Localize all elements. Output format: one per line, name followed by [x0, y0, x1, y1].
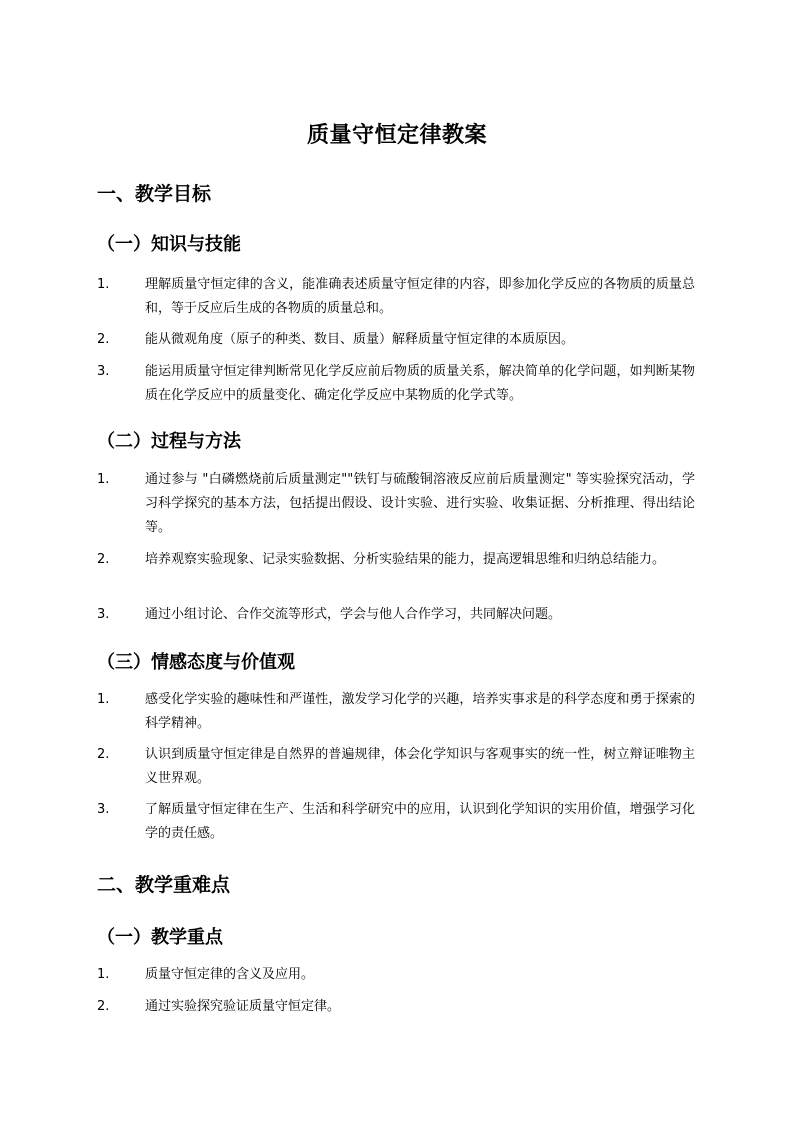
- list-item-text: 培养观察实验现象、记录实验数据、分析实验结果的能力，提高逻辑思维和归纳总结能力。: [145, 552, 666, 567]
- list-item-number: 1.: [97, 277, 110, 292]
- list-item-number: 2.: [97, 747, 110, 762]
- list-item-text: 质量守恒定律的含义及应用。: [145, 967, 315, 982]
- list-item-number: 3.: [97, 802, 110, 817]
- list-item-text: 通过参与 "白磷燃烧前后质量测定""铁钉与硫酸铜溶液反应前后质量测定" 等实验探究活动，学习科学探究的基本方法，包括提出假设、设计实验、进行实验、收集证据、分析推理、得出结论等。: [145, 472, 695, 535]
- list-item-text: 认识到质量守恒定律是自然界的普遍规律，体会化学知识与客观事实的统一性，树立辩证唯物主义世界观。: [145, 747, 695, 786]
- list-item-number: 2.: [97, 552, 110, 567]
- list-item-text: 通过小组讨论、合作交流等形式，学会与他人合作学习，共同解决问题。: [145, 607, 562, 622]
- list-item-text: 了解质量守恒定律在生产、生活和科学研究中的应用，认识到化学知识的实用价值，增强学习化学的责任感。: [145, 802, 695, 841]
- list-item-number: 2.: [97, 999, 110, 1014]
- list-item-number: 1.: [97, 692, 110, 707]
- subsection-heading-process-methods: （二）过程与方法: [97, 431, 241, 452]
- list-item-text: 通过实验探究验证质量守恒定律。: [145, 999, 341, 1014]
- list-item-number: 3.: [97, 364, 110, 379]
- list-item-text: 感受化学实验的趣味性和严谨性，激发学习化学的兴趣，培养实事求是的科学态度和勇于探索的科学精神。: [145, 692, 695, 731]
- section-heading-key-difficult-points: 二、教学重难点: [97, 874, 231, 896]
- list-item-text: 理解质量守恒定律的含义，能准确表述质量守恒定律的内容，即参加化学反应的各物质的质量总和，等于反应后生成的各物质的质量总和。: [145, 277, 695, 316]
- list-item-number: 3.: [97, 607, 110, 622]
- list-item-number: 1.: [97, 967, 110, 982]
- list-item-number: 1.: [97, 472, 110, 487]
- section-heading-teaching-goals: 一、教学目标: [97, 183, 212, 205]
- subsection-heading-knowledge-skills: （一）知识与技能: [97, 234, 241, 255]
- subsection-heading-teaching-focus: （一）教学重点: [97, 927, 223, 948]
- list-item-text: 能从微观角度（原子的种类、数目、质量）解释质量守恒定律的本质原因。: [145, 332, 575, 347]
- list-item-text: 能运用质量守恒定律判断常见化学反应前后物质的质量关系，解决简单的化学问题，如判断某物质在化学反应中的质量变化、确定化学反应中某物质的化学式等。: [145, 364, 695, 403]
- document-title: 质量守恒定律教案: [306, 123, 487, 148]
- subsection-heading-emotion-values: （三）情感态度与价值观: [97, 652, 295, 673]
- list-item-number: 2.: [97, 332, 110, 347]
